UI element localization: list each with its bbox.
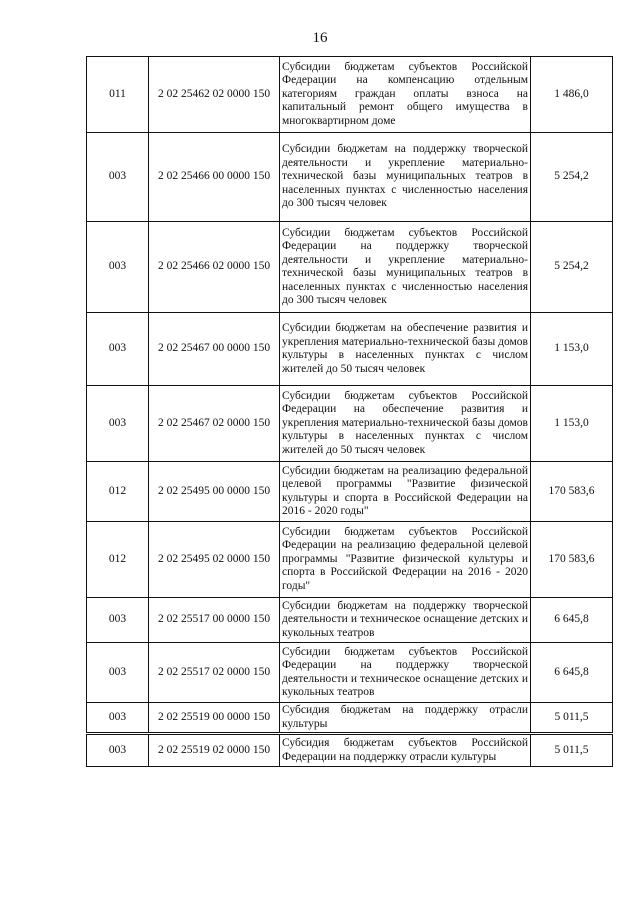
amount-cell: 5 011,5 <box>531 734 613 767</box>
budget-classification-code-cell: 2 02 25462 02 0000 150 <box>149 57 280 133</box>
budget-classification-code-cell: 2 02 25466 02 0000 150 <box>149 222 280 313</box>
admin-code-cell: 003 <box>87 703 149 734</box>
amount-cell: 170 583,6 <box>531 522 613 598</box>
admin-code-cell: 012 <box>87 462 149 522</box>
revenue-name-cell: Субсидии бюджетам на реализацию федеральной целевой программы "Развитие физической культуры и спорта в Российской Федерации на 2016 - 2020 годы" <box>280 462 531 522</box>
revenue-name-cell: Субсидии бюджетам на поддержку творческой деятельности и укрепление материально-технической базы муниципальных театров в населенных пунктах с численностью населения до 300 тысяч человек <box>280 133 531 222</box>
budget-classification-code-cell: 2 02 25495 00 0000 150 <box>149 462 280 522</box>
amount-cell: 6 645,8 <box>531 598 613 643</box>
admin-code-cell: 011 <box>87 57 149 133</box>
budget-classification-code-cell: 2 02 25467 00 0000 150 <box>149 313 280 386</box>
admin-code-cell: 003 <box>87 133 149 222</box>
amount-cell: 1 153,0 <box>531 313 613 386</box>
revenue-name-cell: Субсидия бюджетам на поддержку отрасли культуры <box>280 703 531 734</box>
table-row <box>87 313 613 386</box>
budget-classification-code-cell: 2 02 25519 00 0000 150 <box>149 703 280 734</box>
budget-classification-code-cell: 2 02 25495 02 0000 150 <box>149 522 280 598</box>
admin-code-cell: 012 <box>87 522 149 598</box>
revenue-name-cell: Субсидии бюджетам субъектов Российской Федерации на реализацию федеральной целевой программы "Развитие физической культуры и спорта в Российской Федерации на 2016 - 2020 годы" <box>280 522 531 598</box>
amount-cell: 1 153,0 <box>531 386 613 462</box>
table-row <box>87 462 613 522</box>
admin-code-cell: 003 <box>87 734 149 767</box>
revenue-name-cell: Субсидии бюджетам субъектов Российской Федерации на компенсацию отдельным категориям граждан оплаты взноса на капитальный ремонт общего имущества в многоквартирном доме <box>280 57 531 133</box>
admin-code-cell: 003 <box>87 643 149 703</box>
admin-code-cell: 003 <box>87 386 149 462</box>
revenue-name-cell: Субсидия бюджетам субъектов Российской Федерации на поддержку отрасли культуры <box>280 734 531 767</box>
table-row <box>87 643 613 703</box>
table-row <box>87 734 613 767</box>
revenue-table <box>86 56 613 767</box>
page-number: 16 <box>312 30 328 46</box>
revenue-name-cell: Субсидии бюджетам субъектов Российской Федерации на обеспечение развития и укрепления материально-технической базы домов культуры в населенных пунктах с числом жителей до 50 тысяч человек <box>280 386 531 462</box>
amount-cell: 5 011,5 <box>531 703 613 734</box>
table-row <box>87 703 613 734</box>
budget-classification-code-cell: 2 02 25517 02 0000 150 <box>149 643 280 703</box>
revenue-name-cell: Субсидии бюджетам субъектов Российской Федерации на поддержку творческой деятельности и техническое оснащение детских и кукольных театров <box>280 643 531 703</box>
amount-cell: 5 254,2 <box>531 133 613 222</box>
admin-code-cell: 003 <box>87 313 149 386</box>
amount-cell: 170 583,6 <box>531 462 613 522</box>
budget-classification-code-cell: 2 02 25519 02 0000 150 <box>149 734 280 767</box>
table-row <box>87 386 613 462</box>
budget-classification-code-cell: 2 02 25467 02 0000 150 <box>149 386 280 462</box>
amount-cell: 1 486,0 <box>531 57 613 133</box>
table-row <box>87 598 613 643</box>
amount-cell: 6 645,8 <box>531 643 613 703</box>
revenue-name-cell: Субсидии бюджетам на обеспечение развития и укрепления материально-технической базы домов культуры в населенных пунктах с числом жителей до 50 тысяч человек <box>280 313 531 386</box>
revenue-name-cell: Субсидии бюджетам на поддержку творческой деятельности и техническое оснащение детских и кукольных театров <box>280 598 531 643</box>
admin-code-cell: 003 <box>87 598 149 643</box>
table-row <box>87 57 613 133</box>
amount-cell: 5 254,2 <box>531 222 613 313</box>
table-row <box>87 222 613 313</box>
budget-classification-code-cell: 2 02 25466 00 0000 150 <box>149 133 280 222</box>
admin-code-cell: 003 <box>87 222 149 313</box>
table-row <box>87 133 613 222</box>
table-row <box>87 522 613 598</box>
budget-classification-code-cell: 2 02 25517 00 0000 150 <box>149 598 280 643</box>
revenue-name-cell: Субсидии бюджетам субъектов Российской Федерации на поддержку творческой деятельности и укрепление материально-технической базы муниципальных театров в населенных пунктах с численностью населения до 300 тысяч человек <box>280 222 531 313</box>
